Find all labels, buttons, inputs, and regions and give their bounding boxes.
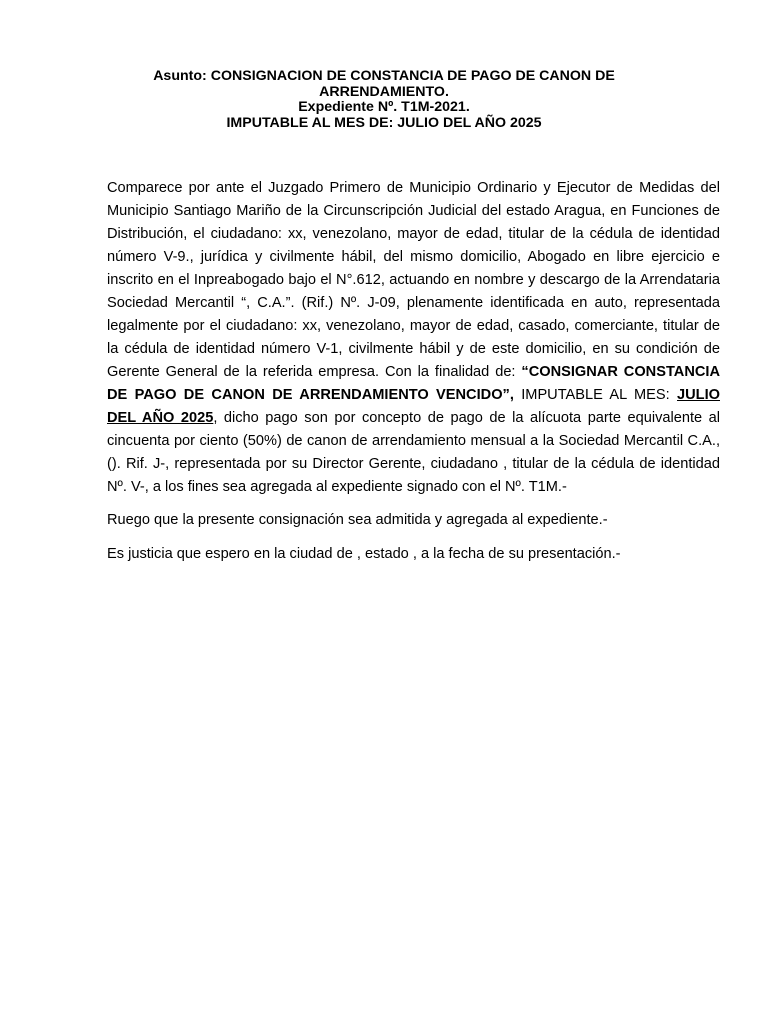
header-imputation-month: IMPUTABLE AL MES DE: JULIO DEL AÑO 2025 [226, 114, 542, 131]
header-subject-line: Asunto: CONSIGNACION DE CONSTANCIA DE PAGO DE CANON DE [153, 68, 615, 84]
header-file-number: Expediente Nº. T1M-2021. [298, 99, 470, 115]
paragraph-main-text-2: IMPUTABLE AL MES: [513, 387, 678, 403]
paragraph-main-bold-month: JULIO DEL AÑO 2025 [107, 387, 720, 426]
paragraph-closing: Es justicia que espero en la ciudad de , estado , a la fecha de su presentación.- [107, 546, 621, 562]
paragraph-main-bold-purpose: “CONSIGNAR CONSTANCIA DE PAGO DE CANON DE ARRENDAMIENTO VENCIDO”, [107, 364, 721, 403]
paragraph-main [107, 177, 720, 499]
paragraph-main-text-1: Comparece por ante el Juzgado Primero de Municipio Ordinario y Ejecutor de Medidas del Municipio Santiago Mariño de la Circunscripción Judicial del estado Aragua, en Funciones de Distribución, el ciudadano: xx, venezolano, mayor de edad, titular de la cédula de identidad número V-9., jurídica y civilmente hábil, del mismo domicilio, Abogado en libre ejercicio e inscrito en el Inpreabogado bajo el N°.612, actuando en nombre y descargo de la Arrendataria Sociedad Mercantil “, C.A.”. (Rif.) Nº. J-09, plenamente identificada en auto, representada legalmente por el ciudadano: xx, venezolano, mayor de edad, casado, comerciante, titular de la cédula de identidad número V-1, civilmente hábil y de este domicilio, en su condición de Gerente General de la referida empresa. Con la finalidad de: [107, 180, 720, 380]
header-subject-continuation: ARRENDAMIENTO. [319, 83, 449, 100]
document-body [107, 177, 720, 566]
paragraph-request: Ruego que la presente consignación sea admitida y agregada al expediente.- [107, 512, 608, 528]
document-header [108, 69, 660, 131]
paragraph-main-text-3: , dicho pago son por concepto de pago de la alícuota parte equivalente al cincuenta por ciento (50%) de canon de arrendamiento mensual a la Sociedad Mercantil C.A., (). Rif. J-, representada por su Director Gerente, ciudadano , titular de la cédula de identidad Nº. V-, a los fines sea agregada al expediente signado con el Nº. T1M.- [107, 410, 721, 495]
